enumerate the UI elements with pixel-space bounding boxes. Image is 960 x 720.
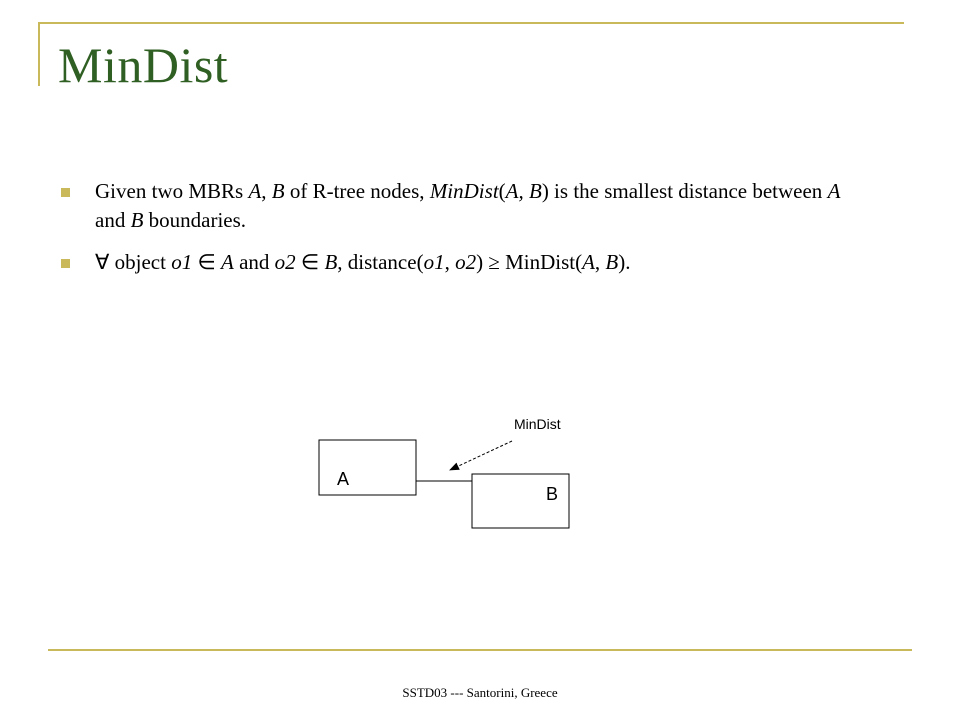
bullet-run: , <box>444 250 456 274</box>
bullet-run: and <box>95 208 131 232</box>
box-a-label: A <box>337 469 350 489</box>
bullet-run: , distance( <box>337 250 424 274</box>
bullet-run: ( <box>498 179 506 203</box>
slide-title: MinDist <box>58 37 229 93</box>
callout-arrow <box>450 441 512 470</box>
bullet-run: ∈ <box>295 250 325 274</box>
mindist-callout-label: MinDist <box>514 416 561 432</box>
bullet-run: , <box>261 179 272 203</box>
mbr-box-a <box>319 440 416 495</box>
bullet-run: ). <box>618 250 631 274</box>
slide-footer: SSTD03 --- Santorini, Greece <box>402 685 558 700</box>
bullet-run: of R-tree nodes, <box>284 179 430 203</box>
box-b-label: B <box>546 484 559 504</box>
bullet-run: o2 <box>455 250 477 274</box>
bullet-run: B <box>130 208 144 232</box>
bullet-run: A <box>220 250 234 274</box>
bullet-run: and <box>233 250 275 274</box>
bullet-run: A <box>248 179 262 203</box>
bullet-run: o2 <box>274 250 296 274</box>
bullet-run: MinDist <box>429 179 499 203</box>
bullet-run: B <box>605 250 619 274</box>
frame-bottom-rule <box>48 649 912 651</box>
bullet-run: ) ≥ MinDist( <box>476 250 583 274</box>
bullet-run: Given two MBRs <box>95 179 249 203</box>
bullet-run: B <box>271 179 285 203</box>
bullet-run: ∀ object <box>95 250 172 274</box>
bullet-run: ) is the smallest distance between <box>541 179 828 203</box>
bullet-run: A <box>827 179 841 203</box>
bullet-run: A, B <box>505 179 542 203</box>
bullet-run: boundaries. <box>143 208 247 232</box>
bullet-run: o1 <box>171 250 193 274</box>
bullet-run: ∈ <box>192 250 221 274</box>
bullet-run: , <box>594 250 606 274</box>
bullet-run: o1 <box>423 250 445 274</box>
bullet-run: B <box>324 250 338 274</box>
bullet-run: A <box>582 250 595 274</box>
